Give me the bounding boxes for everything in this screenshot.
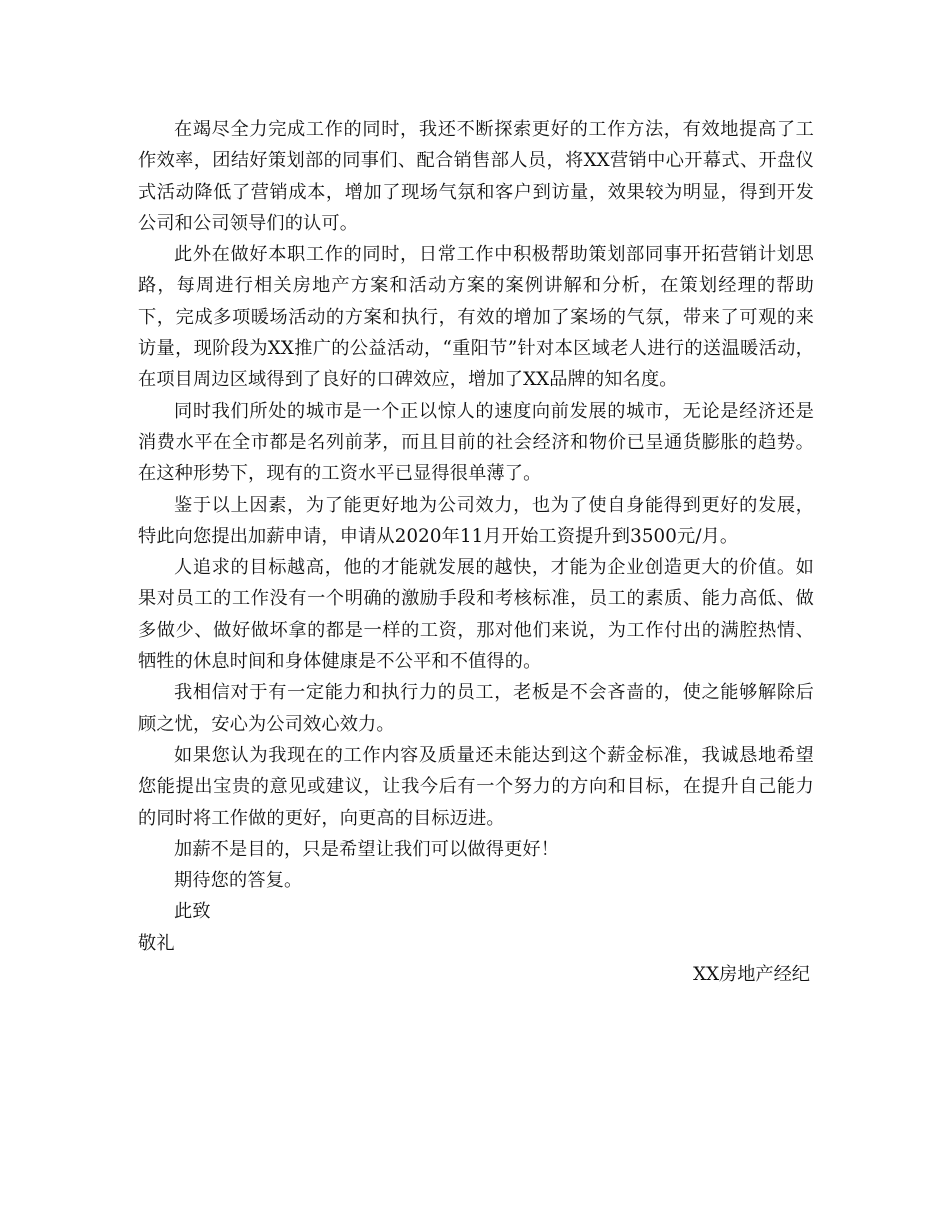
letter-body — [138, 114, 814, 990]
paragraph-feedback: 如果您认为我现在的工作内容及质量还未能达到这个薪金标准，我诚恳地希望您能提出宝贵的意见或建议，让我今后有一个努力的方向和目标，在提升自己能力的同时将工作做的更好，向更高的目标迈进。 — [138, 744, 814, 829]
paragraph-trust: 我相信对于有一定能力和执行力的员工，老板是不会吝啬的，使之能够解除后顾之忧，安心为公司效心效力。 — [138, 682, 814, 735]
paragraph-economic-situation: 同时我们所处的城市是一个正以惊人的速度向前发展的城市，无论是经济还是消费水平在全市都是名列前茅，而且目前的社会经济和物价已呈通货膨胀的趋势。在这种形势下，现有的工资水平已显得很单薄了。 — [138, 400, 814, 485]
paragraph-motivation: 人追求的目标越高，他的才能就发展的越快，才能为企业创造更大的价值。如果对员工的工作没有一个明确的激励手段和考核标准，员工的素质、能力高低、做多做少、做好做坏拿的都是一样的工资，那对他们来说，为工作付出的满腔热情、牺牲的休息时间和身体健康是不公平和不值得的。 — [138, 557, 814, 673]
paragraph-extra-duties: 此外在做好本职工作的同时，日常工作中积极帮助策划部同事开拓营销计划思路，每周进行相关房地产方案和活动方案的案例讲解和分析，在策划经理的帮助下，完成多项暖场活动的方案和执行，有效的增加了案场的气氛，带来了可观的来访量，现阶段为XX推广的公益活动，“重阳节”针对本区域老人进行的送温暖活动，在项目周边区域得到了良好的口碑效应，增加了XX品牌的知名度。 — [138, 244, 814, 391]
closing-phrase: 此致 — [174, 901, 211, 923]
paragraph-work-efficiency: 在竭尽全力完成工作的同时，我还不断探索更好的工作方法，有效地提高了工作效率，团结好策划部的同事们、配合销售部人员，将XX营销中心开幕式、开盘仪式活动降低了营销成本，增加了现场气氛和客户到访量，效果较为明显，得到开发公司和公司领导们的认可。 — [138, 119, 814, 234]
paragraph-purpose: 加薪不是目的，只是希望让我们可以做得更好！ — [174, 838, 560, 860]
salutation: 敬礼 — [138, 932, 175, 954]
paragraph-raise-request: 鉴于以上因素，为了能更好地为公司效力，也为了使自身能得到更好的发展，特此向您提出加薪申请，申请从2020年11月开始工资提升到3500元/月。 — [138, 494, 814, 547]
paragraph-await-reply: 期待您的答复。 — [174, 870, 303, 892]
signature: XX房地产经纪 — [693, 964, 810, 986]
